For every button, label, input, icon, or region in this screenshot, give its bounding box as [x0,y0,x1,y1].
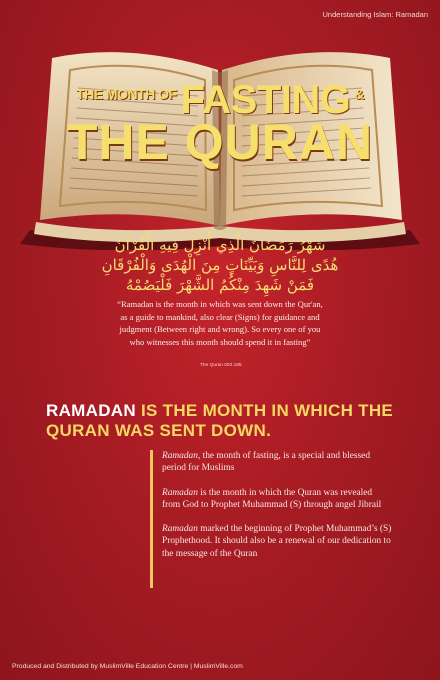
paragraph-lead: Ramadan [162,451,198,461]
verse-source: The Quran 002.185 [200,363,242,368]
quote-line: judgment (Between right and wrong). So every one of you [119,324,321,334]
paragraph-lead: Ramadan [162,524,198,535]
paragraph-1 [162,450,392,475]
headline-ramadan: RAMADAN [46,401,136,420]
paragraph-text: marked the beginning of Prophet Muhammad’s (S) Prophethood. It should also be a renewal of our dedication to the message of the Quran [162,524,392,559]
info-paragraphs [162,450,392,572]
quote-line: as a guide to mankind, also clear (Signs) for guidance and [120,311,320,322]
arabic-verse-line-3: فَمَنْ شَهِدَ مِنْكُمُ الشَّهْرَ فَلْيَصُمْهُ [125,276,315,294]
verse-translation [60,298,380,348]
paragraph-lead: Ramadan [162,487,198,498]
headline-line2: QURAN WAS SENT DOWN. [46,421,272,440]
paragraph-text: , the month of fasting, is a special and blessed period for Muslims [162,451,371,474]
quote-line: who witnesses this month should spend it in fasting” [129,336,311,347]
series-label: Understanding Islam: Ramadan [322,10,428,19]
title-ampersand: & [354,86,364,102]
title-the-quran: THE QURAN [66,114,374,170]
arabic-verse-line-2: هُدًى لِلنَّاسِ وَبَيِّنَاتٍ مِنَ الْهُدَى وَالْفُرْقَانِ [101,256,339,274]
arabic-verse-line-1: شَهْرُ رَمَضَانَ الَّذِي أُنْزِلَ فِيهِ الْقُرْآنُ [114,236,326,254]
accent-bar [150,450,153,588]
footer-credit: Produced and Distributed by MuslimVille Education Centre | MuslimVille.com [12,663,243,670]
paragraph-2 [162,487,392,512]
title-the-month-of: THE MONTH OF [76,86,177,102]
section-headline [46,401,406,441]
paragraph-text: is the month in which the Quran was revealed from God to Prophet Muhammad (S) through angel Jibrail [162,487,382,510]
poster-title [0,78,440,171]
paragraph-3 [162,523,392,560]
quote-line: “Ramadan is the month in which was sent down the Qur'an, [117,299,323,309]
headline-line1-rest: IS THE MONTH IN WHICH THE [140,401,394,420]
title-fasting: FASTING [180,78,351,122]
